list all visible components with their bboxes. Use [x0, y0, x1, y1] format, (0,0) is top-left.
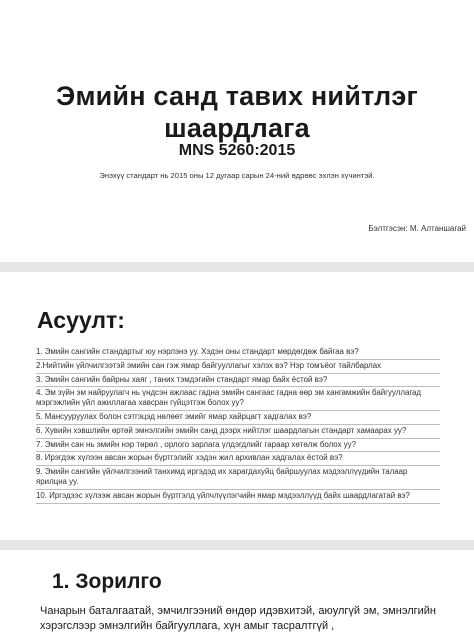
- question-item: 4. Эм зүйн эм найруулагч нь үндсэн ажлаас гадна эмийн сангаас гадна өөр эм хангамжийн байгууллагад мэргэжлийн үйл ажиллагаа хавсран гүйцэтгэж болох уу?: [36, 387, 440, 411]
- question-item: 10. Иргэдээс хүлээж авсан жорын бүртгэлд үйлчлүүлэгчийн ямар мэдээллүүд байх шаардлагатай вэ?: [36, 490, 440, 504]
- question-item: 7. Эмийн сан нь эмийн нэр төрөл , орлого зарлага үлдэгдлийг гараар хөтөлж болох уу?: [36, 439, 440, 453]
- question-list: [36, 346, 440, 504]
- question-item: 2.Нийтийн үйлчилгээтэй эмийн сан гэж ямар байгууллагыг хэлэх вэ? Нэр томъёог тайлбарлах: [36, 360, 440, 374]
- question-item: 8. Ирэгдэж хүлээн авсан жорын бүртгэлийг хэдэн жил архивлан хадгалах ёстой вэ?: [36, 452, 440, 466]
- section-text: Чанарын баталгаатай, эмчилгээний өндөр идэвхитэй, аюулгүй эм, эмнэлгийн хэрэгслээр эмнэлгийн байгууллага, хүн амыг тасралтгүй ,: [40, 605, 436, 632]
- questions-slide: [0, 272, 474, 540]
- section-title: 1. Зорилго: [52, 570, 162, 593]
- question-item: 5. Мансууруулах болон сэтгэцэд нөлөөт эмийг ямар хайрцагт хадгалах вэ?: [36, 411, 440, 425]
- question-item: 6. Хувийн хэвшлийн өртөй эмнэлгийн эмийн санд дээрх нийтлэг шаардлагын стандарт хамаарах уу?: [36, 425, 440, 439]
- question-item: 1. Эмийн сангийн стандартыг юу нэрлэнэ уу. Хэдэн оны стандарт мөрдөгдөж байгаа вэ?: [36, 346, 440, 360]
- standard-code: MNS 5260:2015: [178, 142, 296, 159]
- questions-title: Асуулт:: [37, 307, 125, 333]
- question-item: 3. Эмийн сангийн байрны хаяг , таних тэмдэгийн стандарт ямар байх ёстой вэ?: [36, 374, 440, 388]
- slide-title-line1: Эмийн санд тавих нийтлэг: [56, 81, 418, 111]
- question-item: 9. Эмийн сангийн үйлчилгээний танхимд иргэдэд их харагдахуйц байршуулах мэдээллүүдийн талаар ярилцна уу.: [36, 466, 440, 490]
- author-credit: Бэлтгэсэн: М. Алтаншагай: [368, 224, 466, 233]
- title-slide: [0, 0, 474, 262]
- purpose-slide: [0, 550, 474, 632]
- slide-title-line2: шаардлага: [164, 113, 310, 143]
- effective-date-note: Энэхүү стандарт нь 2015 оны 12 дугаар сарын 24-ний өдрөөс эхлэн хүчинтэй.: [99, 171, 375, 180]
